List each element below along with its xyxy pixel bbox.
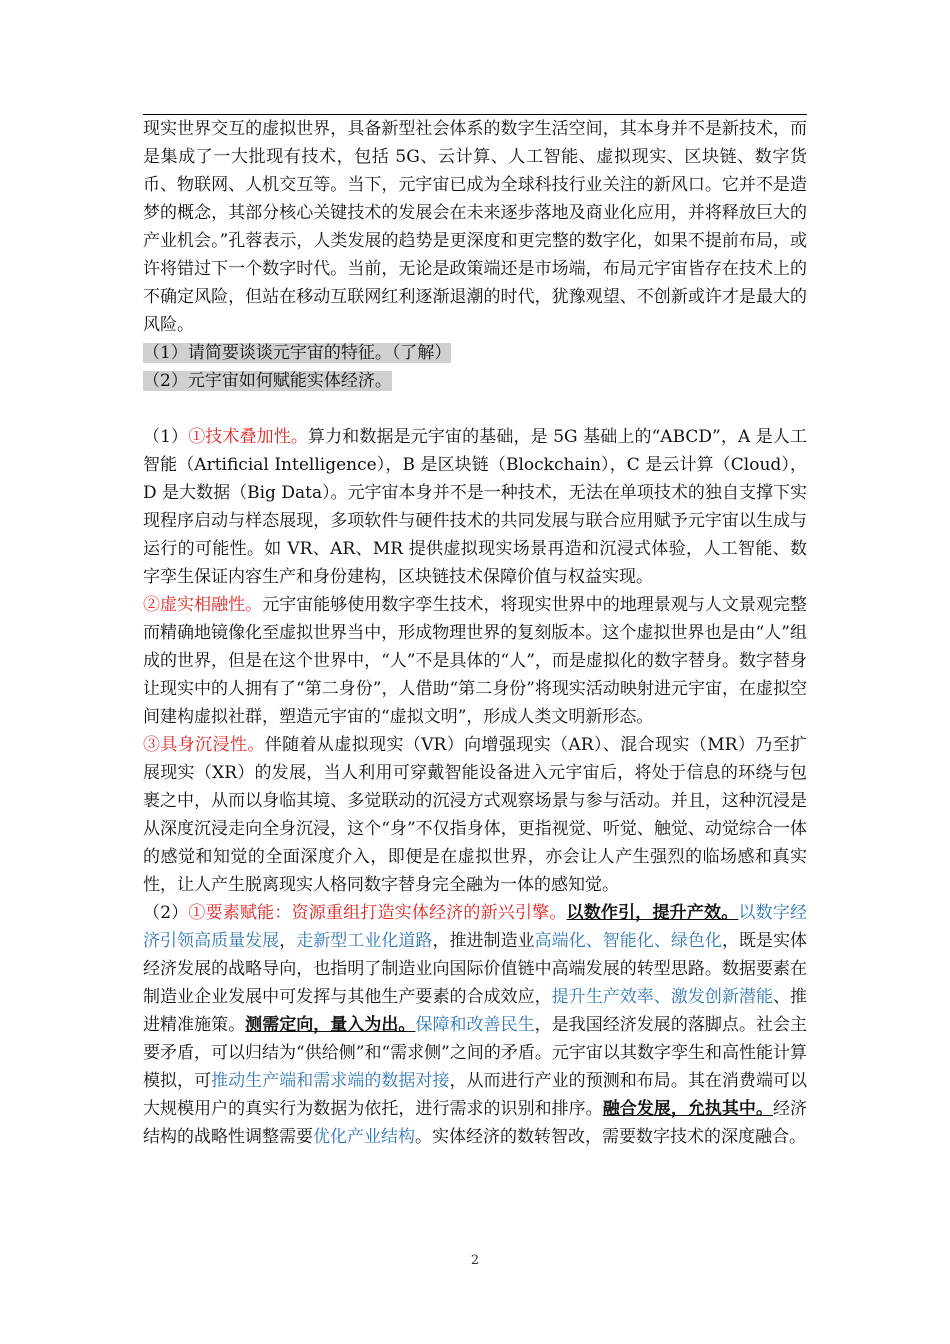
keyword-6: 推动生产端和需求端的数据对接 <box>211 1071 450 1091</box>
subheading-1: 以数作引，提升产效。 <box>566 903 739 923</box>
answer-2-prefix: （2） <box>143 903 189 923</box>
question-1-text: （1）请简要谈谈元宇宙的特征。（了解） <box>143 343 452 363</box>
keyword-1: 以数字经济引领高质量发展 <box>143 903 808 951</box>
subheading-3: 融合发展，允执其中。 <box>602 1099 773 1119</box>
feature-2-text: 元宇宙能够使用数字孪生技术，将现实世界中的地理景观与人文景观完整而精确地镜像化至虚拟世界当中，形成物理世界的复刻版本。这个虚拟世界也是由“人”组成的世界，但是在这个世界中，“人”不是具体的“人”，而是虚拟化的数字替身。数字替身让现实中的人拥有了“第二身份”，人借助“第二身份”将现实活动映射进元宇宙，在虚拟空间建构虚拟社群，塑造元宇宙的“虚拟文明”，形成人类文明新形态。 <box>143 595 808 727</box>
answer-1-paragraph-2 <box>143 591 807 731</box>
blank-line <box>143 395 807 423</box>
answer-2-title: ①要素赋能：资源重组打造实体经济的新兴引擎。 <box>188 903 567 923</box>
text-7: 经济结构的战略性调整需要 <box>143 1099 808 1147</box>
intro-paragraph: 现实世界交互的虚拟世界，具备新型社会体系的数字生活空间，其本身并不是新技术，而是集成了一大批现有技术，包括 5G、云计算、人工智能、虚拟现实、区块链、数字货币、物联网、人机交互等。当下，元宇宙已成为全球科技行业关注的新风口。它并不是造梦的概念，其部分核心关键技术的发展会在未来逐步落地及商业化应用，并将释放巨大的产业机会。”孔蓉表示，人类发展的趋势是更深度和更完整的数字化，如果不提前布局，或许将错过下一个数字时代。当前，无论是政策端还是市场端，布局元宇宙皆存在技术上的不确定风险，但站在移动互联网红利逐渐退潮的时代，犹豫观望、不创新或许才是最大的风险。 <box>143 119 807 335</box>
page-number: 2 <box>470 1253 480 1268</box>
answer-1-paragraph-3 <box>143 731 807 899</box>
feature-2-title: ②虚实相融性。 <box>143 595 263 615</box>
question-1 <box>143 339 807 367</box>
feature-1-title: ①技术叠加性。 <box>188 427 309 447</box>
feature-3-text: 伴随着从虚拟现实（VR）向增强现实（AR）、混合现实（MR）乃至扩展现实（XR）的发展，当人利用可穿戴智能设备进入元宇宙后，将处于信息的环绕与包裹之中，从而以身临其境、多觉联动的沉浸方式观察场景与参与活动。并且，这种沉浸是从深度沉浸走向全身沉浸，这个“身”不仅指身体，更指视觉、听觉、触觉、动觉综合一体的感觉和知觉的全面深度介入，即便是在虚拟世界，亦会让人产生强烈的临场感和真实性，让人产生脱离现实人格同数字替身完全融为一体的感知觉。 <box>143 735 807 895</box>
text-3: ，既是实体经济发展的战略导向，也指明了制造业向国际价值链中高端发展的转型思路。数据要素在制造业企业发展中可发挥与其他生产要素的合成效应， <box>143 931 808 1007</box>
keyword-7: 优化产业结构 <box>313 1127 415 1147</box>
text-5: ，是我国经济发展的落脚点。社会主要矛盾，可以归结为“供给侧”和“需求侧”之间的矛盾。元宇宙以其数字孪生和高性能计算模拟，可 <box>143 1015 808 1091</box>
text-2: ，推进制造业 <box>432 931 535 951</box>
keyword-4: 提升生产效率、激发创新潜能 <box>551 987 773 1007</box>
subheading-2: 测需定向，量入为出。 <box>245 1015 416 1035</box>
body-text <box>143 115 807 1151</box>
question-2-text: （2）元宇宙如何赋能实体经济。 <box>143 371 392 391</box>
text-1: ， <box>279 931 297 951</box>
keyword-5: 保障和改善民生 <box>415 1015 535 1035</box>
answer-1-paragraph-1 <box>143 423 807 591</box>
keyword-2: 走新型工业化道路 <box>296 931 433 951</box>
text-6: ，从而进行产业的预测和布局。其在消费端可以大规模用户的真实行为数据为依托，进行需求的识别和排序。 <box>143 1071 808 1119</box>
keyword-3: 高端化、智能化、绿色化 <box>534 931 722 951</box>
answer-1-prefix: （1） <box>143 427 189 447</box>
text-8: 。实体经济的数转智改，需要数字技术的深度融合。 <box>415 1127 806 1147</box>
feature-3-title: ③具身沉浸性。 <box>143 735 265 755</box>
question-2 <box>143 367 807 395</box>
text-4: 、推进精准施策。 <box>143 987 808 1035</box>
answer-2-paragraph <box>143 899 807 1151</box>
feature-1-text: 算力和数据是元宇宙的基础，是 5G 基础上的“ABCD”，A 是人工智能（Artificial Intelligence），B 是区块链（Blockchain），C 是云计算（Cloud），D 是大数据（Big Data）。元宇宙本身并不是一种技术，无法在单项技术的独自支撑下实现程序启动与样态展现，多项软件与硬件技术的共同发展与联合应用赋予元宇宙以生成与运行的可能性。如 VR、AR、MR 提供虚拟现实场景再造和沉浸式体验，人工智能、数字孪生保证内容生产和身份建构，区块链技术保障价值与权益实现。 <box>143 427 807 587</box>
